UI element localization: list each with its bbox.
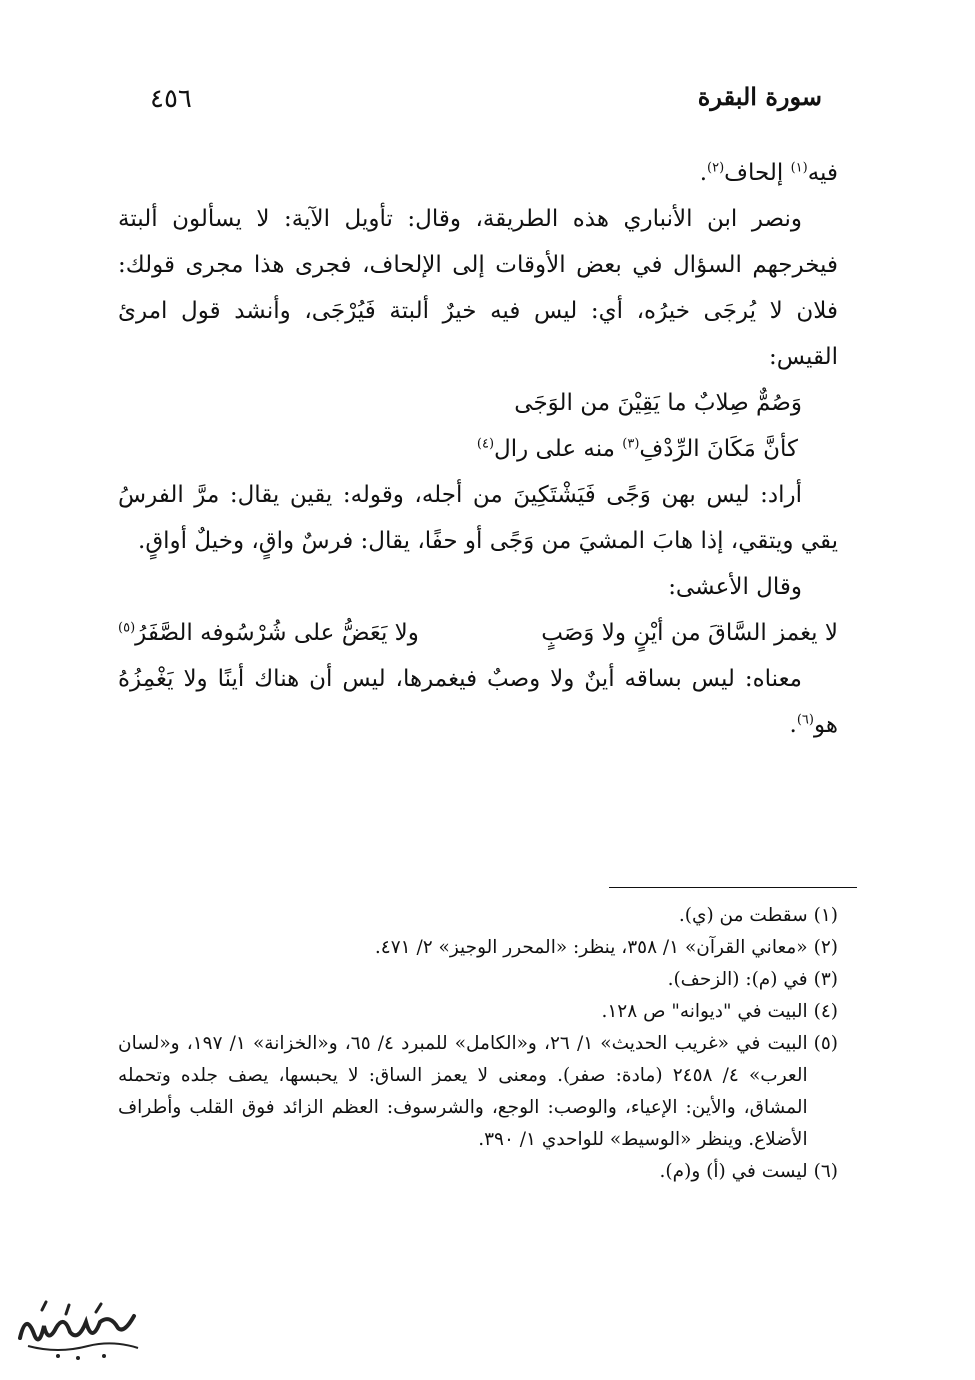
footnote-number: (٦) [813, 1161, 838, 1182]
footnote-item [118, 1028, 838, 1156]
footnote-text: سقطت من (ي). [678, 905, 808, 926]
footnote-item [118, 1156, 838, 1188]
footnote-item [118, 964, 838, 996]
footnote-number: (٣) [813, 969, 838, 990]
page-header [150, 82, 822, 122]
footnote-ref-1[interactable]: (١) [790, 160, 808, 176]
footnote-number: (١) [813, 905, 838, 926]
footnote-number: (٤) [813, 1001, 838, 1022]
verse-second-hemistich: ولا يَعَضُّ على شُرْسُوفه الصَّفَرُ$^{(٥)}$ [118, 620, 419, 646]
paragraph-ibn-al-anbari: ونصر ابن الأنباري هذه الطريقة، وقال: تأويل الآية: لا يسألون ألبتة فيخرجهم السؤال في بعض الأوقات إلى الإلحاف، فجرى هذا مجرى قولك: فلان لا يُرجَى خيرُه، أي: ليس فيه خيرٌ ألبتة فَيُرْجَى، وأنشد قول امرئ القيس: [118, 206, 838, 370]
footnote-number: (٥) [813, 1033, 838, 1054]
footnote-text: «معاني القرآن» ١/ ٣٥٨، ينظر: «المحرر الوجيز» ٢/ ٤٧١. [374, 937, 808, 958]
paragraph-al-ashaa-intro: وقال الأعشى: [668, 574, 802, 600]
publisher-logo [8, 1298, 148, 1368]
main-text [118, 150, 838, 748]
poem-verse-imru-al-qays [118, 380, 838, 472]
paragraph-continuation: فيه$^{(١)}$ إلحاف$^{(٢)}$. [699, 160, 838, 186]
footnote-ref-4[interactable]: (٤) [476, 436, 495, 452]
footnote-item [118, 900, 838, 932]
page-number: ٤٥٦ [150, 84, 192, 114]
footnote-text: البيت في "ديوانه" ص ١٢٨. [601, 1001, 808, 1022]
footnote-number: (٢) [813, 937, 838, 958]
footnote-text: في (م): (الزحف). [667, 969, 808, 990]
footnotes [118, 900, 838, 1188]
paragraph-meaning: معناه: ليس بساقه أينٌ ولا وصبٌ فيغمرها، ليس أن هناك أينًا ولا يَغْمِزُهُ هو$^{(٦)}$. [118, 666, 838, 738]
footnote-ref-5[interactable]: (٥) [118, 620, 136, 636]
paragraph-explanation: أراد: ليس بهن وَجًى فَيَشْتَكِينَ من أجله، وقوله: يقين يقال: مرَّ الفرسُ يقي ويتقي، إذا هابَ المشيَ من وَجًى أو حفًا، يقال: فرسٌ واقٍ، وخيلٌ أواقٍ. [118, 482, 838, 554]
surah-title: سورة البقرة [697, 82, 822, 111]
footnote-ref-2[interactable]: (٢) [707, 160, 725, 176]
verse-first-hemistich: لا يغمز السَّاقَ من أيْنٍ ولا وَصَبٍ [541, 620, 838, 646]
footnote-item [118, 932, 838, 964]
verse-line-2: كأنَّ مَكَانَ الرِّدْفِ$^{(٣)}$ منه على رال$^{(٤)}$ [476, 436, 798, 462]
verse-line-1: وَصُمٌّ صِلابٌ ما يَقِيْنَ من الوَجَى [514, 390, 802, 416]
footnote-ref-3[interactable]: (٣) [622, 436, 640, 452]
footnote-item [118, 996, 838, 1028]
poem-verse-al-ashaa [118, 610, 838, 656]
footnote-text: البيت في «غريب الحديث» ١/ ٢٦، و«الكامل» للمبرد ٤/ ٦٥، و«الخزانة» ١/ ١٩٧، و«لسان العرب» ٤/ ٢٤٥٨ (مادة: صفر). ومعنى لا يعمز الساق: لا يحبسها، يصف جلده وتحمله المشاق، والأين: الإعياء، والوصب: الوجع، والشرسوف: العظم الزائد فوق القلب وأطراف الأضلاع. وينظر «الوسيط» للواحدي ١/ ٣٩٠. [118, 1033, 808, 1150]
footnote-ref-6[interactable]: (٦) [796, 712, 814, 728]
footnote-text: ليست في (أ) و(م). [659, 1161, 808, 1182]
footnote-separator [609, 887, 857, 888]
